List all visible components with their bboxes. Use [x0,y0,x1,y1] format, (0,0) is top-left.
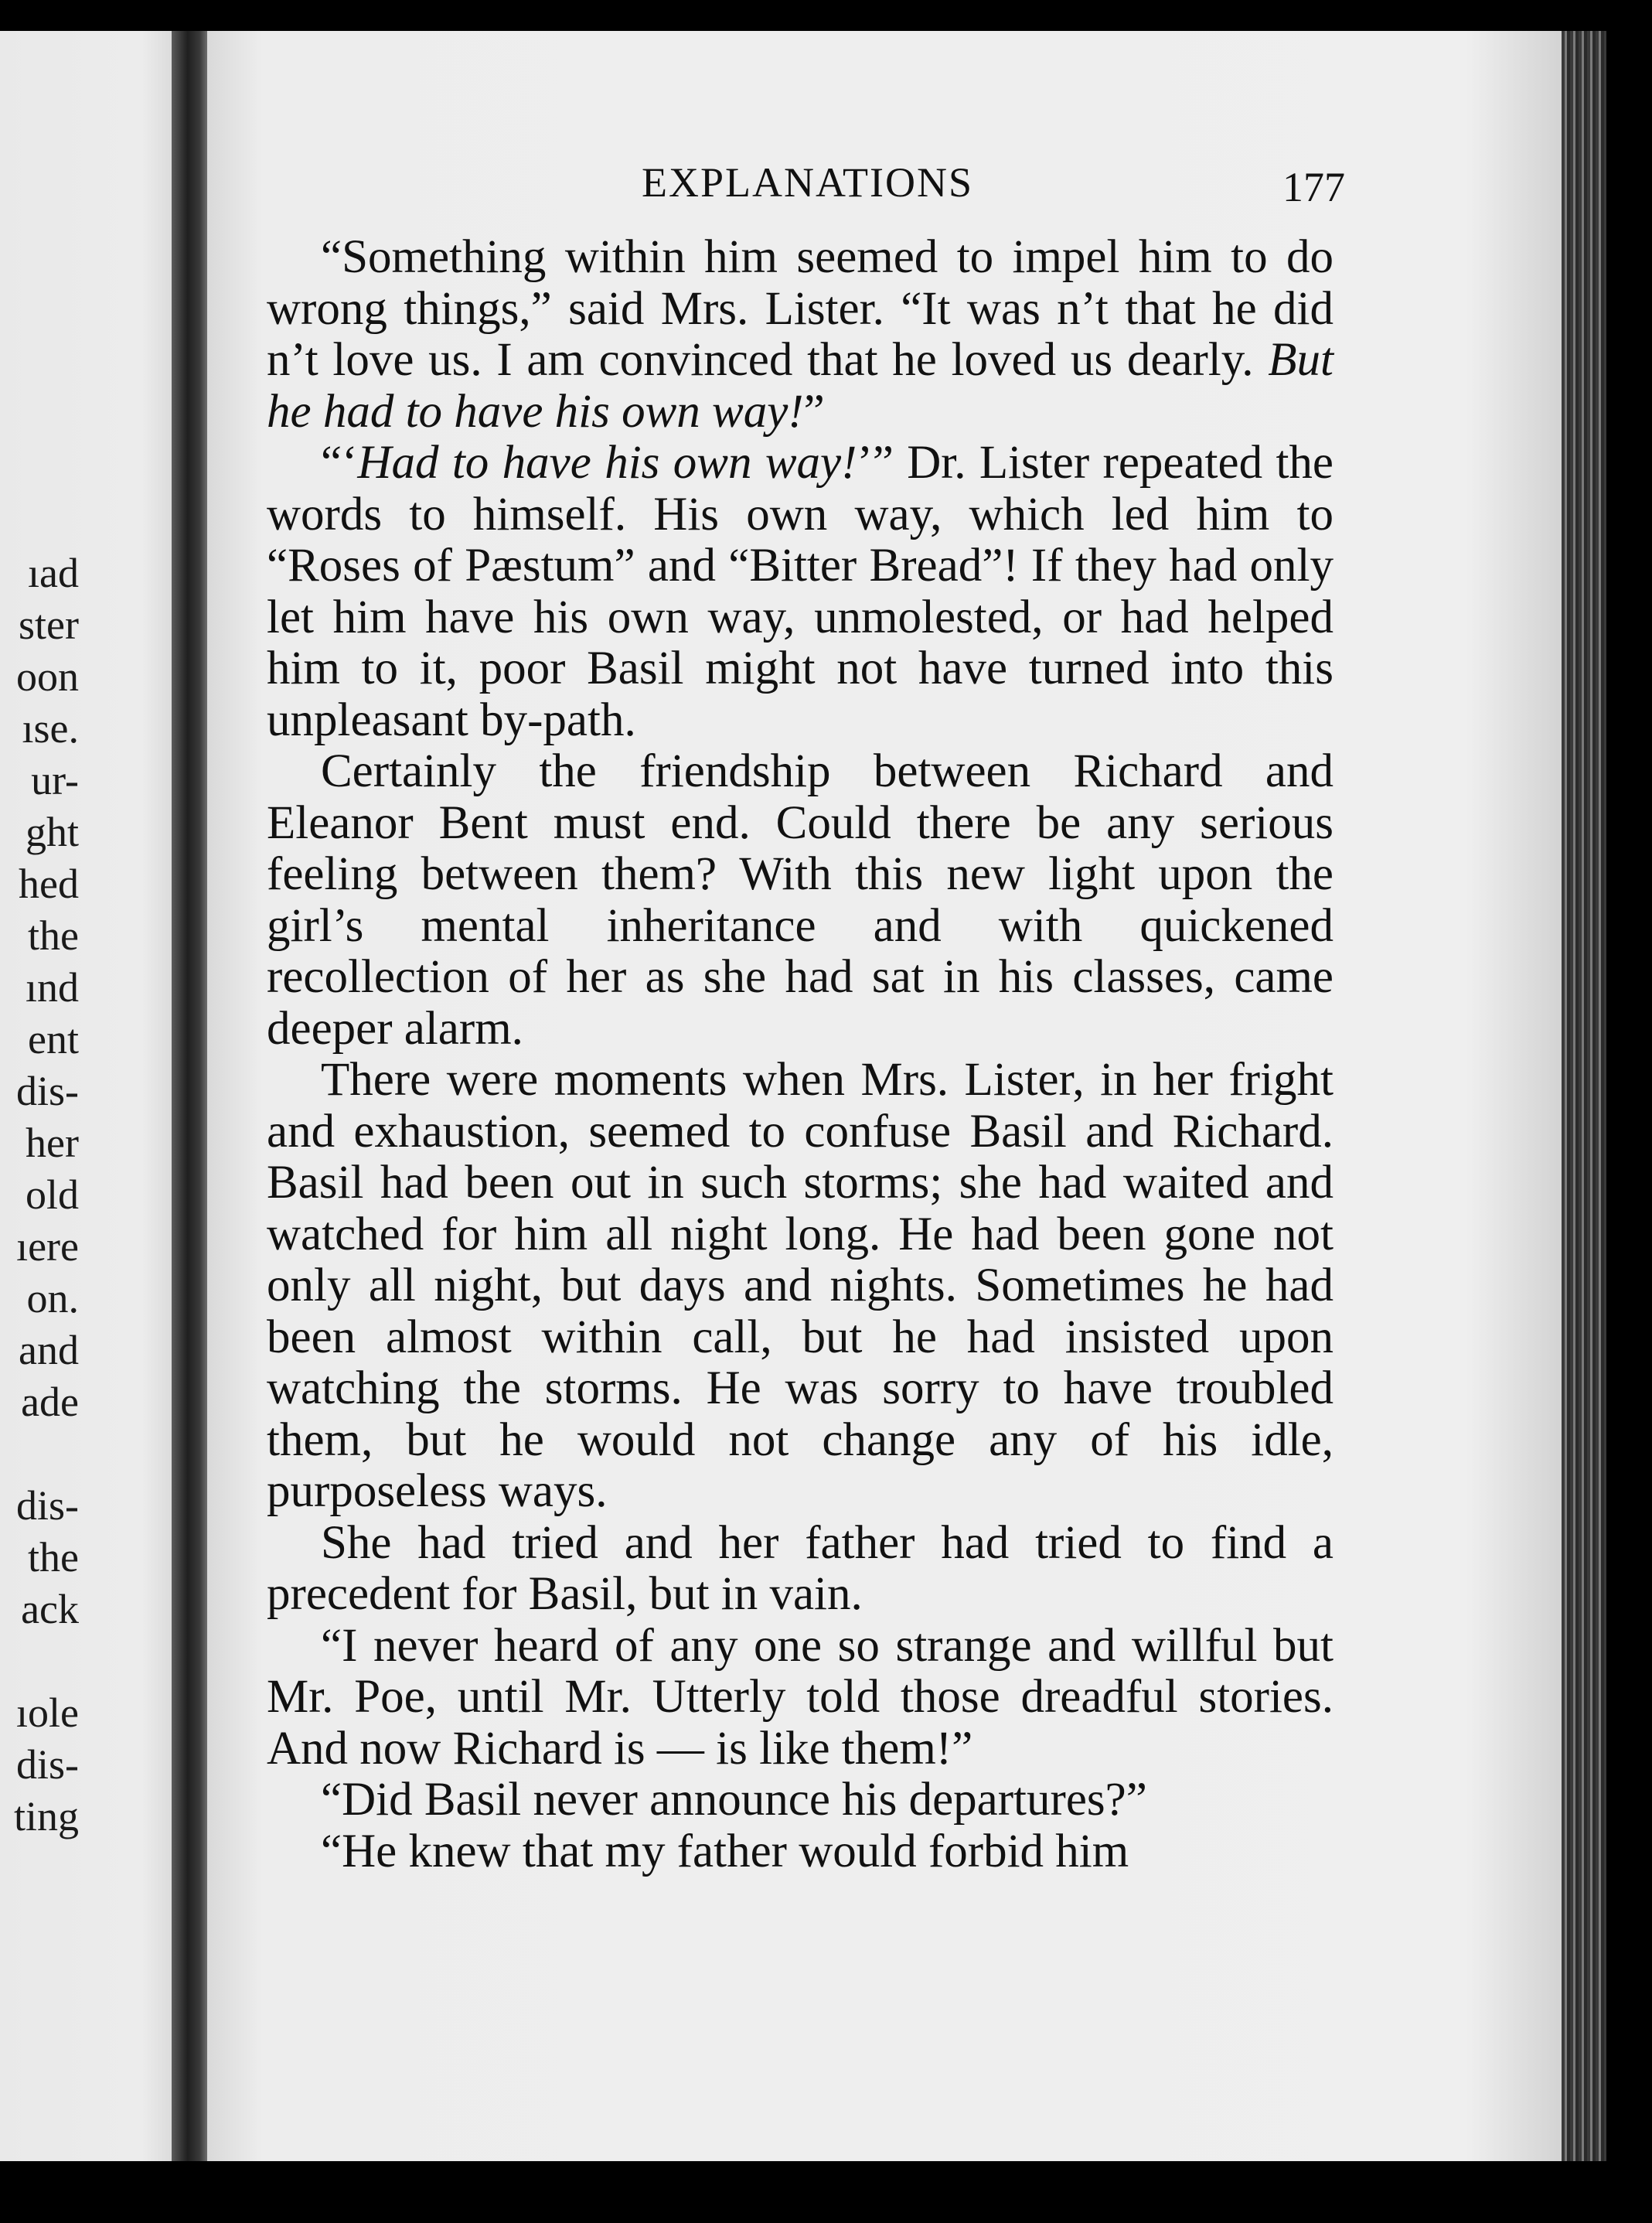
left-page-fragment: ıse. [22,705,79,752]
left-page-fragment: old [25,1171,79,1218]
page-edge [1562,31,1606,2161]
running-title: EXPLANATIONS [642,159,973,206]
page-header [263,151,1345,213]
page-number: 177 [1282,164,1345,210]
text-run: “He knew that my father would forbid him [321,1825,1129,1877]
left-page-fragment: and [19,1327,79,1373]
left-page-fragment: ıere [16,1223,79,1270]
left-page-fragment: her [26,1120,79,1166]
left-page-fragment: hed [19,861,79,907]
body-text [267,232,1334,1877]
left-page-fragment: the [28,912,79,959]
left-page-fragment: ting [13,1793,79,1839]
left-page-fragment: ack [21,1586,79,1632]
paragraph [267,1055,1334,1518]
text-run: Certainly the friendship between Richard and Eleanor Bent must end. Could there be any serious feeling between them? With this new light upon the girl’s mental inheritance and with quickened recollection of her as she had sat in his classes, came deeper alarm. [267,745,1334,1055]
paragraph [267,232,1334,438]
left-page-fragment: ght [25,809,79,855]
text-run: “Something within him seemed to impel him to do wrong things,” said Mrs. Lister. “It was n’t that he did n’t love us. I am convinced that he loved us dearly. [267,231,1334,386]
book-gutter [172,31,212,2161]
italic-run: But he had to have his own way! [267,334,1334,438]
left-page-fragment: ent [28,1016,79,1062]
left-page-fragment: dis- [16,1068,79,1114]
left-page-fragment: ıad [28,550,79,596]
paragraph [267,1775,1334,1826]
left-page-fragment: the [28,1534,79,1580]
left-page-fragment: dis- [16,1482,79,1529]
text-run: ’” Dr. Lister repeated the words to himself. His own way, which led him to “Roses of Pæstum” and “Bitter Bread”! If they had only let him have his own way, unmolested, or had helped him to it, poor Basil might not have turned into this unpleasant by-path. [267,437,1334,746]
paragraph [267,1826,1334,1878]
left-page-fragment: ınd [25,964,79,1011]
text-run: She had tried and her father had tried to find a precedent for Basil, but in vain. [267,1516,1334,1620]
left-page-fragment: ıole [16,1689,79,1736]
paragraph [267,438,1334,746]
paragraph [267,1621,1334,1775]
italic-run: Had to have his own way! [357,437,857,489]
paragraph [267,746,1334,1055]
text-run: “‘ [321,437,358,489]
left-page-fragment: dis- [16,1741,79,1788]
text-run: “Did Basil never announce his departures?” [321,1774,1147,1826]
paragraph [267,1518,1334,1621]
text-run: There were moments when Mrs. Lister, in her fright and exhaustion, seemed to confuse Basil and Richard. Basil had been out in such storms; she had waited and watched for him all night long. He had been gone not only all night, but days and nights. Sometimes he had been almost within call, but he had insisted upon watching the storms. He was sorry to have troubled them, but he would not change any of his idle, purposeless ways. [267,1054,1334,1517]
left-page-fragment: ur- [31,757,79,803]
left-page-fragment: ade [21,1379,79,1425]
text-run: “I never heard of any one so strange and willful but Mr. Poe, until Mr. Utterly told those dreadful stories. And now Richard is — is like them!” [267,1619,1334,1775]
text-run: ” [803,385,825,438]
left-page-fragment: oon [16,653,79,700]
left-page-fragment: ster [19,602,79,648]
left-page-fragment: on. [26,1275,79,1321]
